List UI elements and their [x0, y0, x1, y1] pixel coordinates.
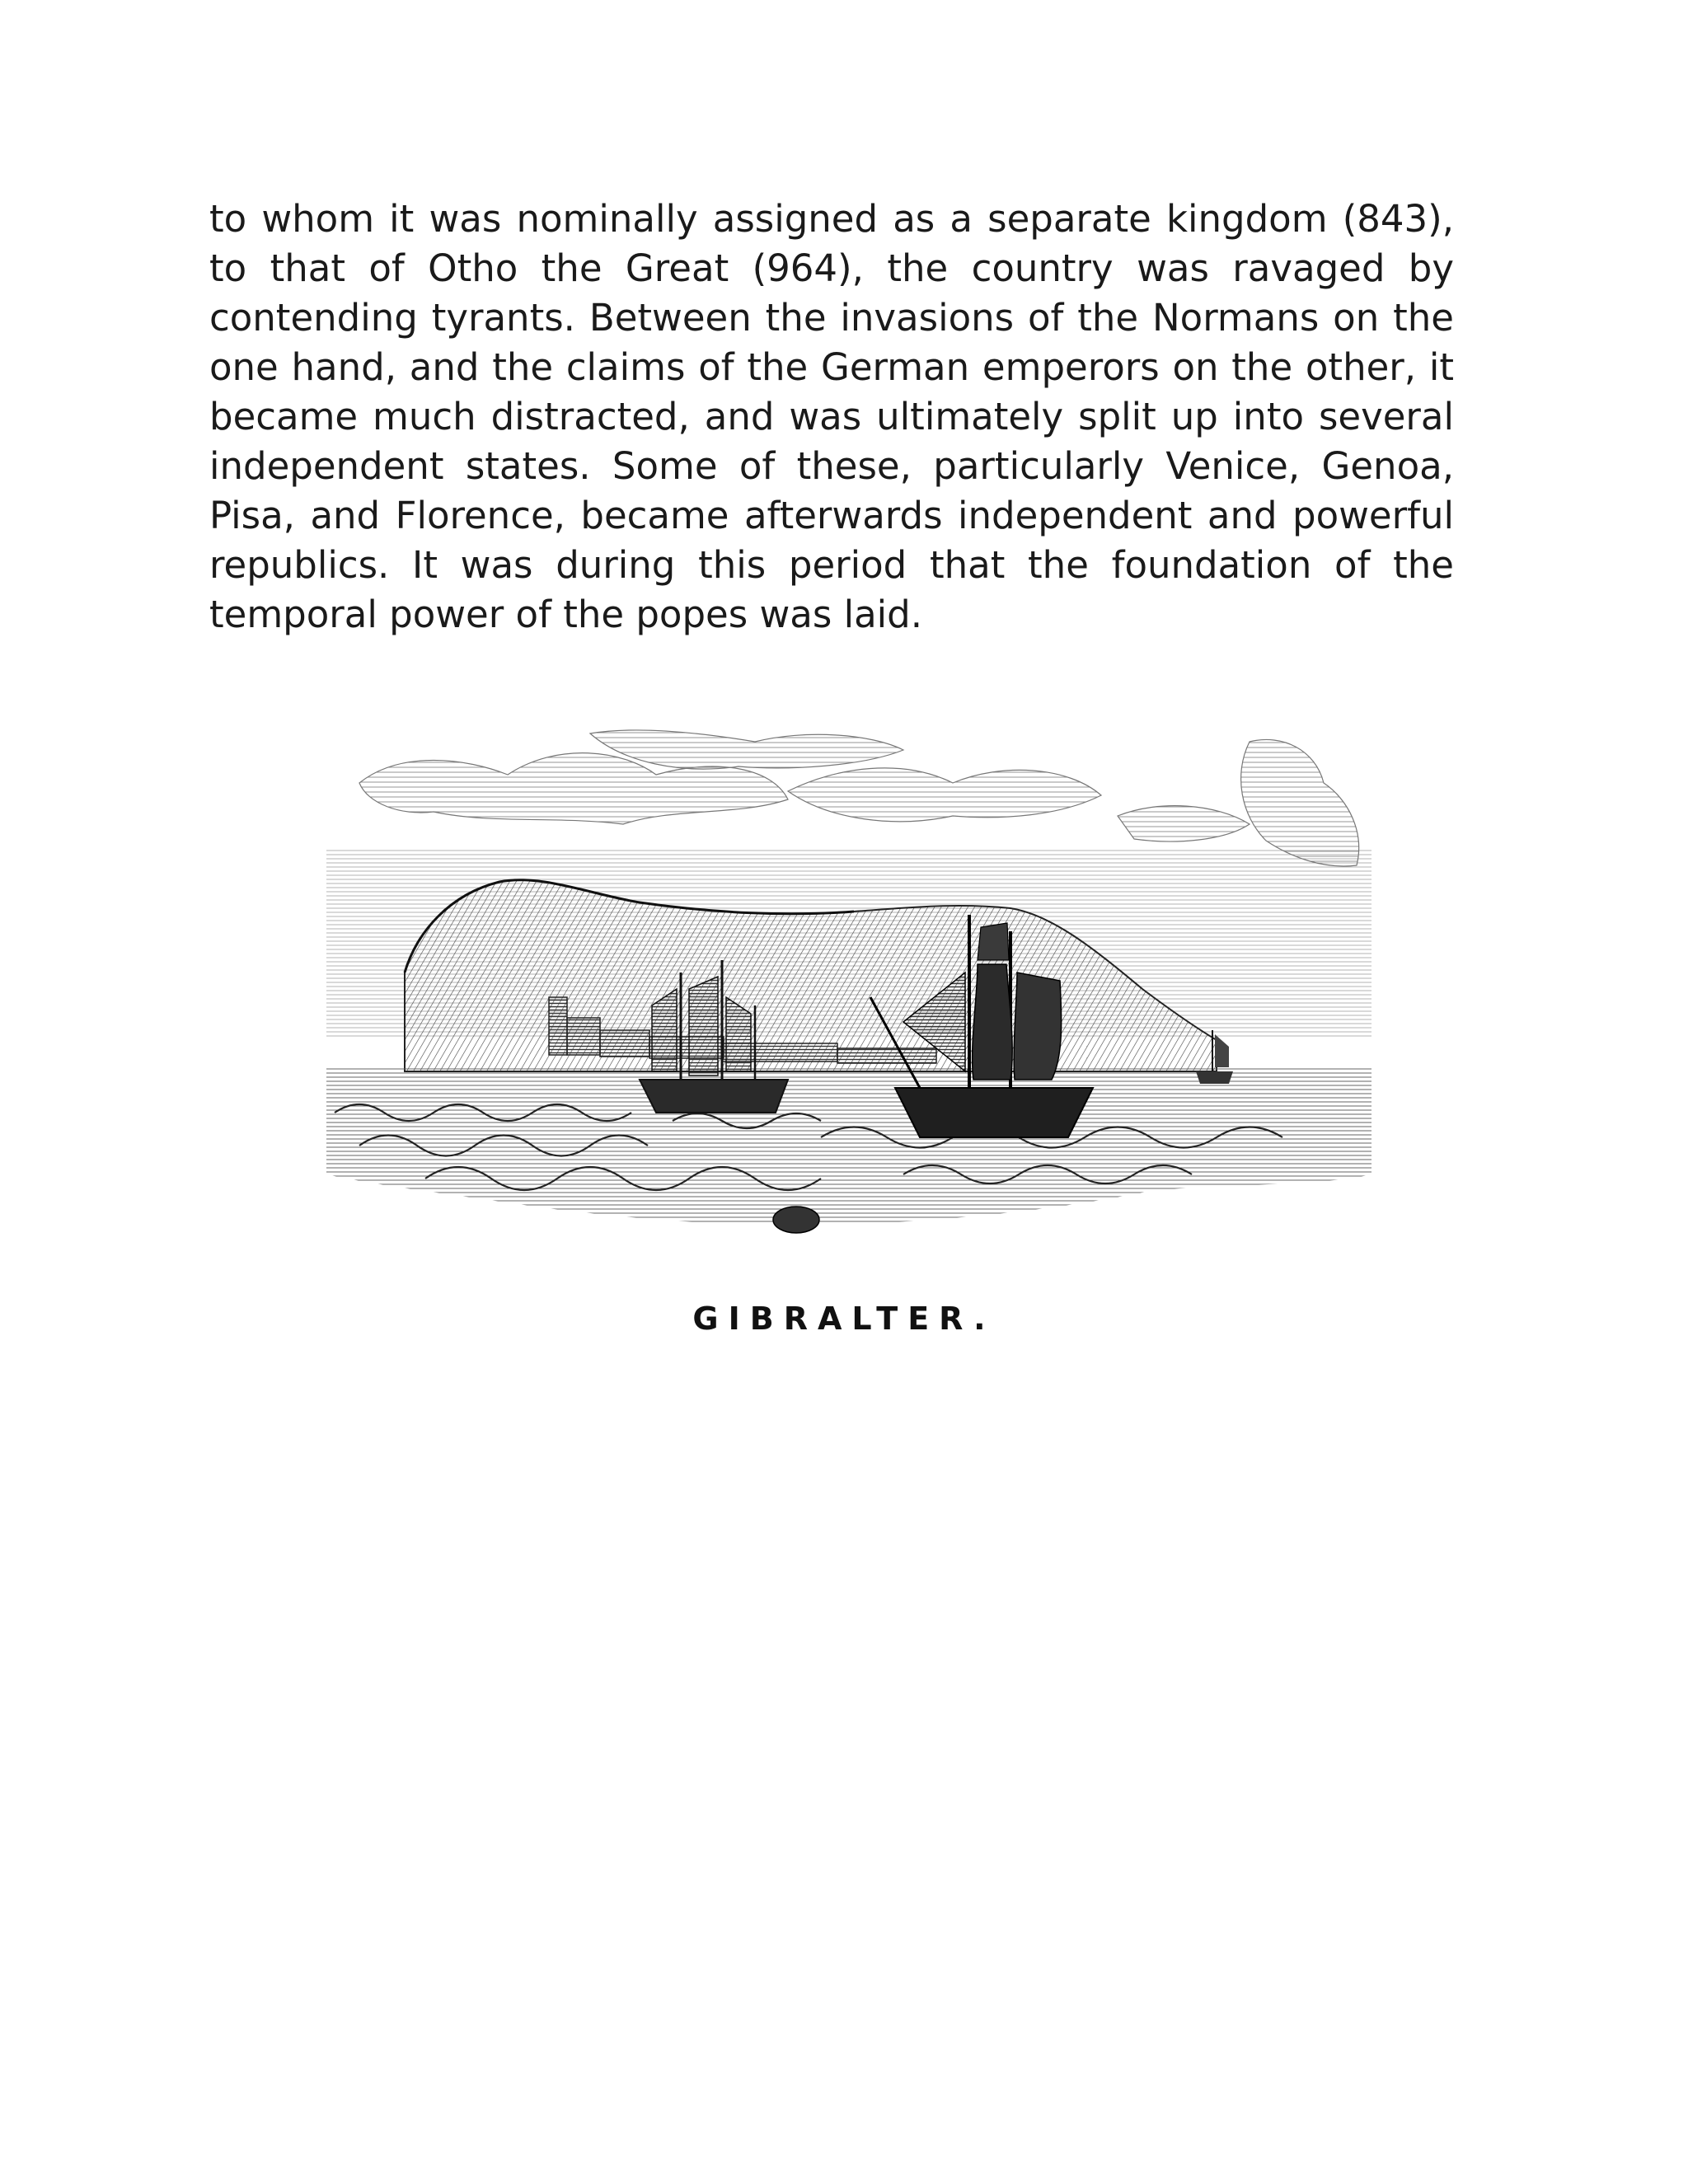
gibraltar-engraving [326, 725, 1372, 1286]
sea [326, 1067, 1372, 1225]
rowboat [773, 1207, 819, 1233]
body-paragraph: to whom it was nominally assigned as a separate kingdom (843), to that of Otho the Great (964), the country was ravaged by contending tyrants. Between the invasions of the Normans on the one hand, and the claims of the German emperors on the other, it became much distracted, and was ultimately split up into several independent states. Some of these, particularly Venice, Genoa, Pisa, and Florence, became afterwards independent and powerful republics. It was during this period that the foundation of the temporal power of the popes was laid. [209, 197, 1454, 636]
figure-caption: GIBRALTER. [692, 1301, 996, 1337]
clouds [359, 730, 1359, 866]
